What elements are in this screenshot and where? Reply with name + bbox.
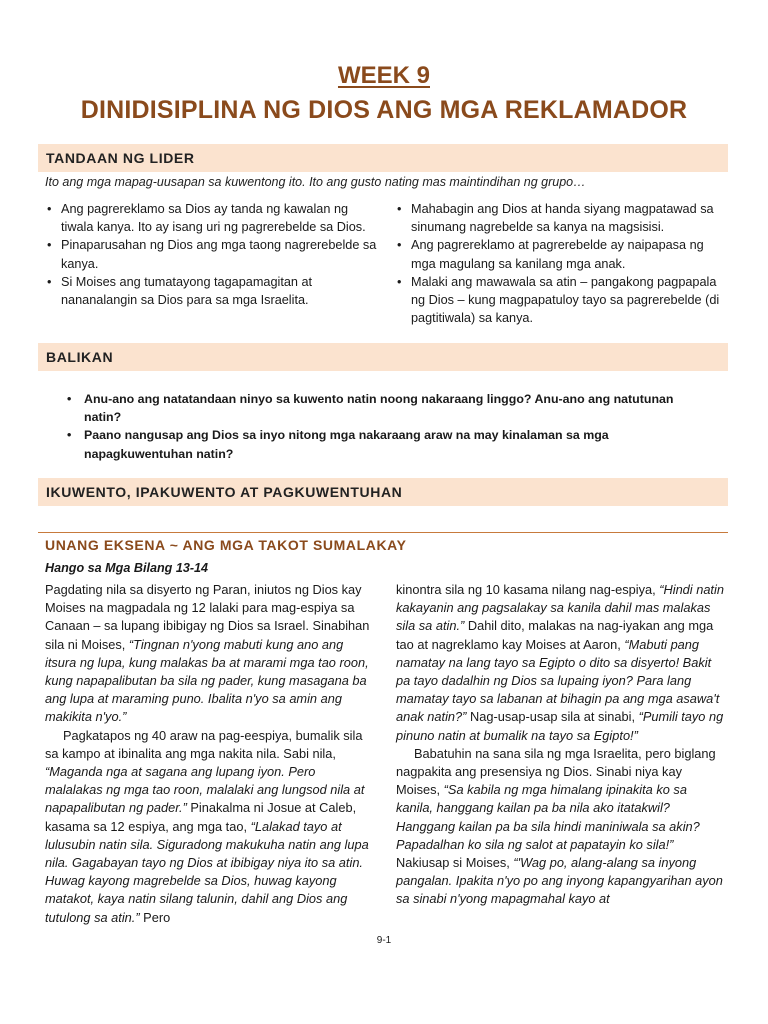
list-item: • Si Moises ang tumatayong tagapamagitan at nananalangin sa Dios para sa mga Israelita. [45, 273, 380, 309]
week-label: WEEK 9 [337, 62, 430, 89]
narration-text: Pagkatapos ng 40 araw na pag-eespiya, bumalik sila sa kampo at ibinalita ang mga nakita nila. Sabi nila, [45, 727, 363, 761]
quote-text: “Pumili tayo ng pinuno natin at bumalik na tayo sa Egipto!” [396, 709, 724, 743]
story-column-right [396, 581, 726, 909]
narration-text: Dahil dito, malakas na nag-iyakan ang mga tao at nagreklamo kay Moises at Aaron, [396, 618, 714, 652]
quote-text: “Lalakad tayo at lulusubin natin sila. Siguradong makukuha natin ang lupa nila. Gagabayan tayo ng Dios at ibibigay niya ito sa atin. Huwag kayong magrebelde sa Dios, huwag kayong matakot, kaya natin silang talunin, dahil ang Dios ang tutulong sa atin.” [45, 818, 369, 925]
narration-text: Babatuhin na sana sila ng mga Israelita, pero biglang nagpakita ang presensiya ng Dios. Sinabi niya kay Moises, [396, 745, 716, 798]
section-heading-tandaan: TANDAAN NG LIDER [38, 144, 728, 172]
list-item: • Malaki ang mawawala sa atin – pangakong pagpapala ng Dios – kung magpapatuloy tayo sa pagrerebelde (di pagtitiwala) sa kanya. [395, 273, 730, 328]
section-heading-balikan: BALIKAN [38, 343, 728, 371]
story-paragraph [45, 727, 375, 927]
quote-text: “Mabuti pang namatay na lang tayo sa Egipto o dito sa disyerto! Bakit pa tayo dadalhin ng Dios sa lupaing iyon? Para lang mamatay tayo sa labanan at bihagin pa ang mga asawa't anak natin?” [396, 636, 720, 725]
list-item: • Paano nangusap ang Dios sa inyo nitong mga nakaraang araw na may kinalaman sa mga napagkuwentuhan natin? [67, 426, 697, 462]
list-item: • Mahabagin ang Dios at handa siyang magpatawad sa sinumang nagrebelde sa kanya na magsisisi. [395, 200, 730, 236]
quote-text: “Maganda nga at sagana ang lupang iyon. Pero malalakas ng mga tao roon, malalaki ang lungsod nila at napapalibutan ng pader.” [45, 764, 365, 816]
list-item: • Pinaparusahan ng Dios ang mga taong nagrerebelde sa kanya. [45, 236, 380, 272]
list-item: • Anu-ano ang natatandaan ninyo sa kuwento natin noong nakaraang linggo? Anu-ano ang natutunan natin? [67, 390, 697, 426]
list-item: • Ang pagrereklamo sa Dios ay tanda ng kawalan ng tiwala kanya. Ito ay isang uri ng pagrerebelde sa Dios. [45, 200, 380, 236]
page-title: DINIDISIPLINA NG DIOS ANG MGA REKLAMADOR [80, 96, 688, 124]
leader-points-left [45, 200, 380, 309]
scene-title: UNANG EKSENA ~ ANG MGA TAKOT SUMALAKAY [45, 537, 407, 553]
story-paragraph [396, 745, 726, 909]
quote-text: “Hindi natin kakayanin ang pagsalakay sa kanila dahil mas malakas sila sa atin.” [396, 582, 724, 634]
section-heading-ikuwento: IKUWENTO, IPAKUWENTO AT PAGKUWENTUHAN [38, 478, 728, 506]
narration-text: Nag-usap-usap sila at sinabi, [466, 709, 639, 725]
scene-divider [38, 532, 728, 533]
list-item: • Ang pagrereklamo at pagrerebelde ay naipapasa ng mga magulang sa kanilang mga anak. [395, 236, 730, 272]
quote-text: “Sa kabila ng mga himalang ipinakita ko sa kanila, hanggang kailan pa ba nila ako itatakwil? Hanggang kailan pa ba sila hindi maniniwala sa akin? Papadalhan ko sila ng salot at papatayin ko sila!” [396, 782, 700, 852]
quote-text: “Tingnan n'yong mabuti kung ano ang itsura ng lupa, kung malakas ba at marami mga tao roon, kung napapalibutan ba sila ng pader, kung masagana ba ang lupa at maraming puno. Ibalita n'yo sa amin ang makikita n'yo.” [45, 636, 369, 725]
narration-text: Pinakalma ni Josue at Caleb, kasama sa 12 espiya, ang mga tao, [45, 800, 357, 834]
balikan-questions [67, 390, 697, 463]
story-paragraph [396, 581, 726, 745]
narration-text: Pero [139, 909, 171, 925]
page-number: 9-1 [376, 935, 392, 946]
narration-text: Nakiusap si Moises, [396, 855, 514, 871]
scene-source: Hango sa Mga Bilang 13-14 [45, 561, 209, 575]
narration-text: kinontra sila ng 10 kasama nilang nag-espiya, [396, 582, 660, 597]
story-paragraph [45, 581, 375, 727]
quote-text: “'Wag po, alang-alang sa inyong pangalan. Ipakita n'yo po ang inyong kapangyarihan ayon sa sinabi n'yong mapagmahal kayo at [396, 855, 723, 907]
narration-text: Pagdating nila sa disyerto ng Paran, iniutos ng Dios kay Moises na magpadala ng 12 lalaki para mag-espiya sa Canaan – sa lupang ibibigay ng Dios sa Israel. Sinabihan sila ni Moises, [45, 582, 370, 652]
story-column-left [45, 581, 375, 927]
intro-text: Ito ang mga mapag-uusapan sa kuwentong ito. Ito ang gusto nating mas maintindihan ng grupo… [45, 175, 586, 189]
leader-points-right [395, 200, 730, 327]
